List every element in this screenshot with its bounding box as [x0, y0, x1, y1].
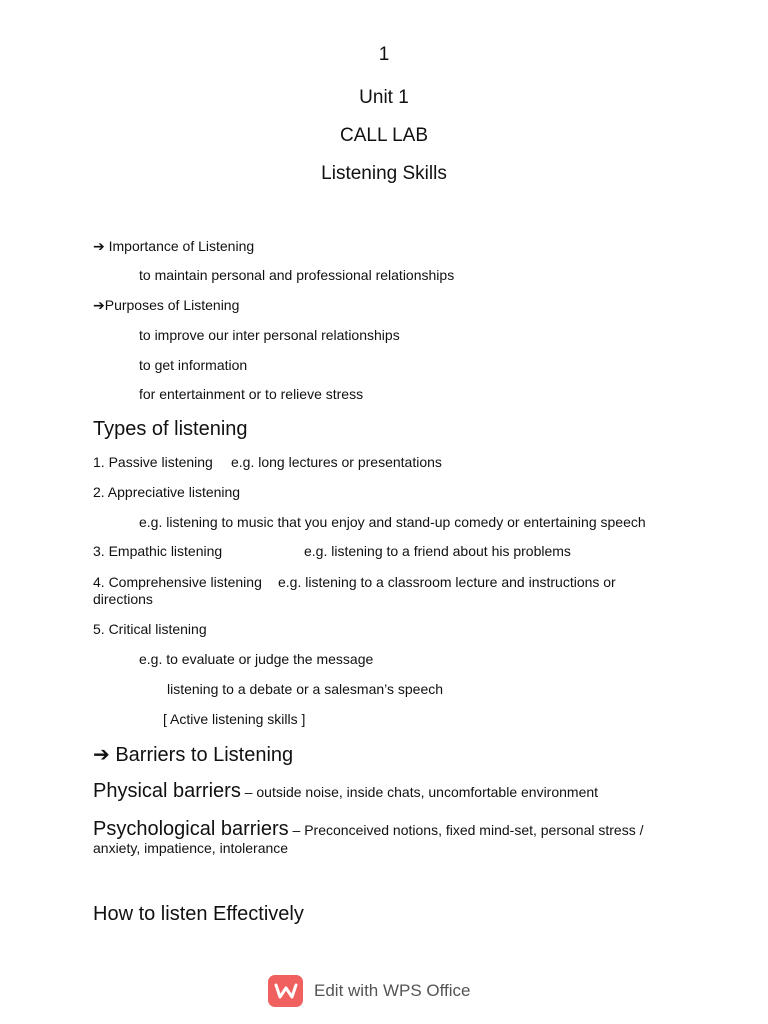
critical-example-2: listening to a debate or a salesman’s speech: [167, 681, 444, 697]
page-number: 1: [378, 44, 390, 65]
physical-barriers: [93, 780, 598, 803]
purposes-heading: ➔Purposes of Listening: [93, 297, 240, 313]
critical-example: e.g. to evaluate or judge the message: [139, 651, 374, 667]
purposes-item: for entertainment or to relieve stress: [139, 386, 364, 402]
purposes-item: to get information: [139, 357, 248, 373]
how-to-heading: How to listen Effectively: [93, 903, 304, 925]
physical-barriers-desc: – outside noise, inside chats, uncomfortable environment: [240, 784, 599, 800]
passive-example: e.g. long lectures or presentations: [231, 454, 442, 470]
active-listening-note: [ Active listening skills ]: [163, 711, 306, 727]
comprehensive-example: e.g. listening to a classroom lecture and instructions or: [278, 574, 616, 590]
psychological-barriers-title: Psychological barriers: [93, 818, 289, 840]
title-unit: Unit 1: [359, 87, 409, 108]
wps-footer-badge[interactable]: [268, 973, 471, 1009]
physical-barriers-title: Physical barriers: [93, 780, 241, 802]
types-heading: Types of listening: [93, 418, 248, 440]
empathic-example: e.g. listening to a friend about his problems: [304, 543, 571, 559]
wps-logo-icon: [268, 975, 303, 1007]
psychological-barriers-desc: – Preconceived notions, fixed mind-set, personal stress / anxiety, impatience, intolerance: [93, 822, 644, 856]
importance-item: to maintain personal and professional relationships: [139, 267, 455, 283]
appreciative-example: e.g. listening to music that you enjoy and stand-up comedy or entertaining speech: [139, 514, 646, 530]
purposes-item: to improve our inter personal relationships: [139, 327, 400, 343]
comprehensive-continuation: directions: [93, 591, 153, 607]
importance-heading: ➔ Importance of Listening: [93, 238, 255, 254]
title-listening-skills: Listening Skills: [321, 163, 447, 184]
psychological-barriers: [93, 818, 683, 857]
title-call-lab: CALL LAB: [339, 125, 428, 146]
critical-label: 5. Critical listening: [93, 621, 207, 637]
passive-label: 1. Passive listening: [93, 454, 213, 470]
wps-edit-label[interactable]: Edit with WPS Office: [314, 981, 471, 1000]
empathic-label: 3. Empathic listening: [93, 543, 223, 559]
appreciative-label: 2. Appreciative listening: [93, 484, 241, 500]
comprehensive-label: 4. Comprehensive listening: [93, 574, 262, 590]
barriers-heading: ➔ Barriers to Listening: [93, 744, 294, 766]
